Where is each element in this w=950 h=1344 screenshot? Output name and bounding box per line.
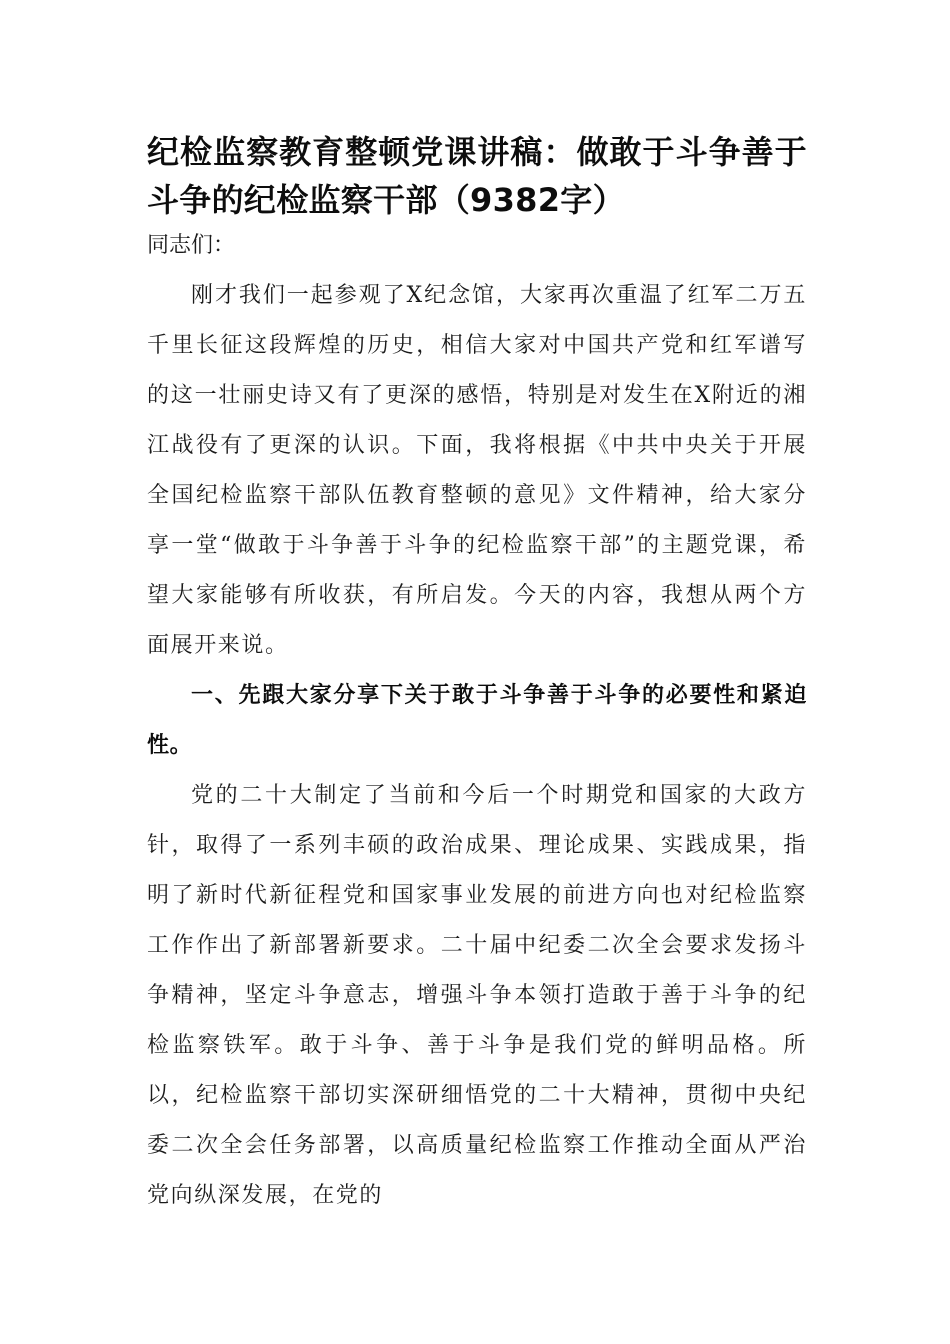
section-paragraph: 党的二十大制定了当前和今后一个时期党和国家的大政方针，取得了一系列丰硕的政治成果、理论成果、实践成果，指明了新时代新征程党和国家事业发展的前进方向也对纪检监察工作作出了新部署新要求。二十届中纪委二次全会要求发扬斗争精神，坚定斗争意志，增强斗争本领打造敢于善于斗争的纪检监察铁军。敢于斗争、善于斗争是我们党的鲜明品格。所以，纪检监察干部切实深研细悟党的二十大精神，贯彻中央纪委二次全会任务部署，以高质量纪检监察工作推动全面从严治党向纵深发展，在党的 bbox=[147, 783, 807, 1208]
document-title: 纪检监察教育整顿党课讲稿：做敢于斗争善于斗争的纪检监察干部（9382字） bbox=[147, 133, 807, 219]
salutation: 同志们： bbox=[147, 233, 236, 258]
document-body bbox=[147, 128, 807, 1221]
section-heading: 一、先跟大家分享下关于敢于斗争善于斗争的必要性和紧迫性。 bbox=[147, 683, 807, 758]
intro-paragraph: 刚才我们一起参观了X纪念馆，大家再次重温了红军二万五千里长征这段辉煌的历史，相信大家对中国共产党和红军谱写的这一壮丽史诗又有了更深的感悟，特别是对发生在X附近的湘江战役有了更深的认识。下面，我将根据《中共中央关于开展全国纪检监察干部队伍教育整顿的意见》文件精神，给大家分享一堂“做敢于斗争善于斗争的纪检监察干部”的主题党课，希望大家能够有所收获，有所启发。今天的内容，我想从两个方面展开来说。 bbox=[147, 283, 807, 658]
